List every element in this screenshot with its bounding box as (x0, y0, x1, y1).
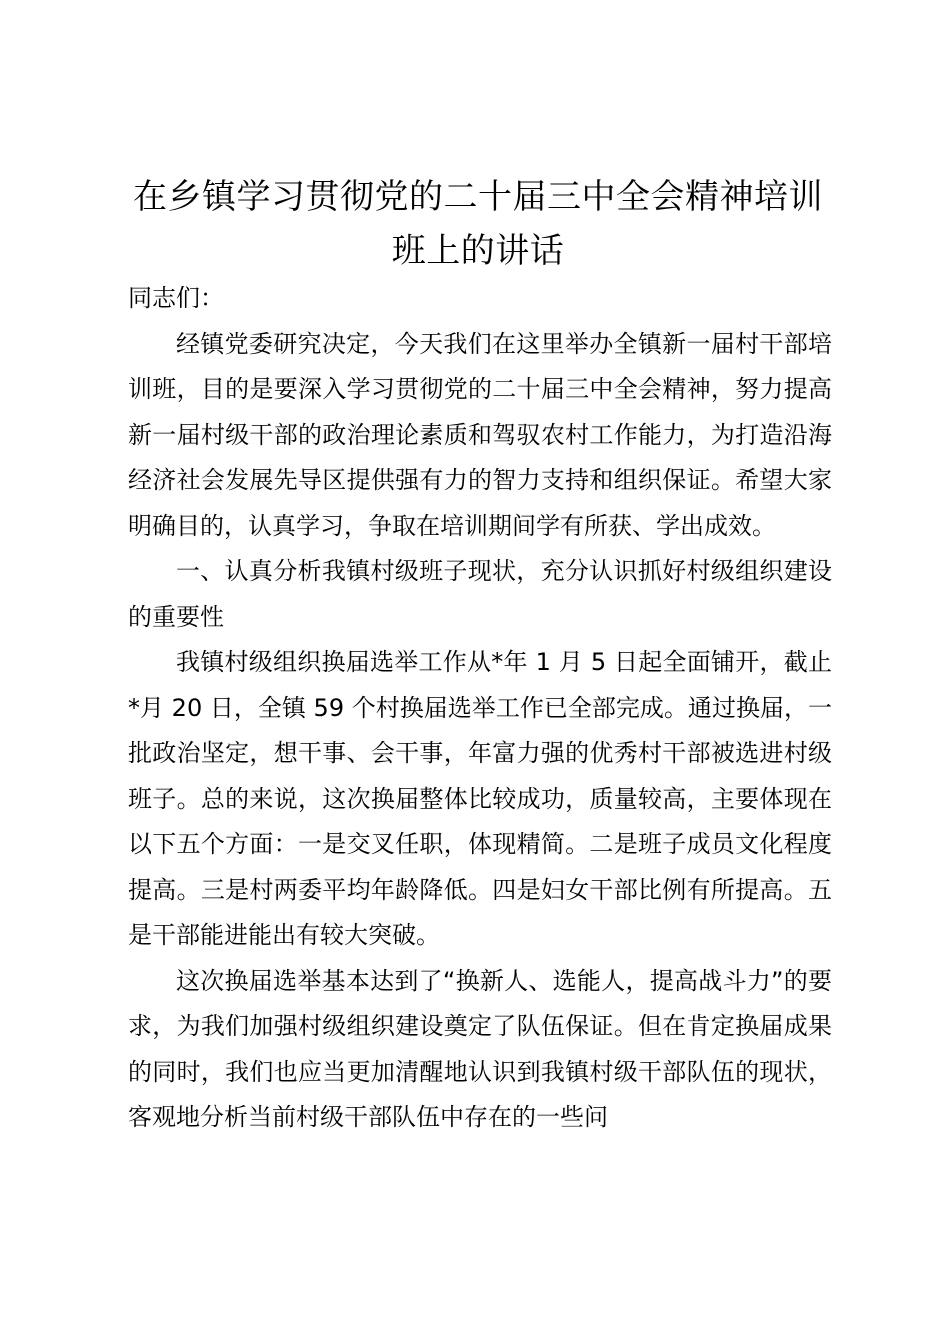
paragraph-election-results: 我镇村级组织换届选举工作从*年 1 月 5 日起全面铺开，截止*月 20 日，全镇 59 个村换届选举工作已全部完成。通过换届，一批政治坚定，想干事、会干事，年富力强的优秀村干部被选进村级班子。总的来说，这次换届整体比较成功，质量较高，主要体现在以下五个方面：一是交叉任职，体现精简。二是班子成员文化程度提高。三是村两委平均年龄降低。四是妇女干部比例有所提高。五是干部能进能出有较大突破。 (128, 648, 832, 949)
document-body (128, 276, 832, 1141)
section-heading-1: 一、认真分析我镇村级班子现状，充分认识抓好村级组织建设的重要性 (128, 557, 832, 631)
salutation: 同志们： (128, 284, 224, 312)
paragraph-assessment: 这次换届选举基本达到了“换新人、选能人，提高战斗力”的要求，为我们加强村级组织建设奠定了队伍保证。但在肯定换届成果的同时，我们也应当更加清醒地认识到我镇村级干部队伍的现状，客观地分析当前村级干部队伍中存在的一些问 (128, 966, 832, 1131)
paragraph-intro: 经镇党委研究决定，今天我们在这里举办全镇新一届村干部培训班，目的是要深入学习贯彻党的二十届三中全会精神，努力提高新一届村级干部的政治理论素质和驾驭农村工作能力，为打造沿海经济社会发展先导区提供强有力的智力支持和组织保证。希望大家明确目的，认真学习，争取在培训期间学有所获、学出成效。 (128, 329, 832, 540)
document-title: 在乡镇学习贯彻党的二十届三中全会精神培训班上的讲话 (133, 177, 823, 271)
